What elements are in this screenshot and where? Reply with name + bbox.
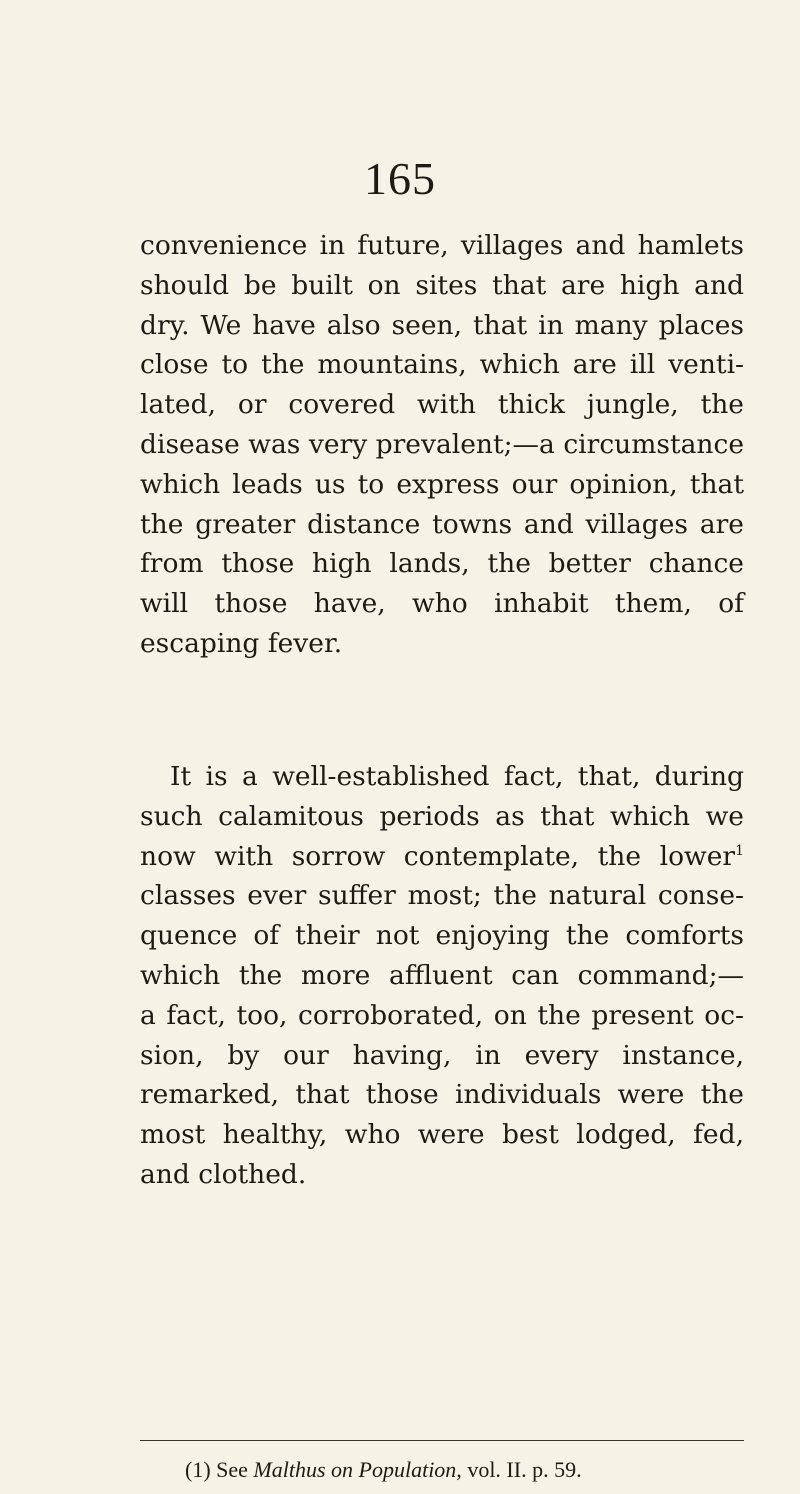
text-line: the greater distance towns and villages are xyxy=(140,508,744,540)
footnote-divider xyxy=(140,1440,744,1441)
paragraph-2 xyxy=(140,757,744,1195)
text-line: will those have, who inhabit them, of xyxy=(140,588,744,620)
text-line: and clothed. xyxy=(140,1158,307,1190)
footnote xyxy=(185,1457,582,1483)
text-line: quence of their not enjoying the comforts xyxy=(140,920,744,952)
text-line: which the more affluent can command;— xyxy=(140,959,744,991)
footnote-marker: 1 xyxy=(735,842,744,859)
footnote-reference: vol. II. p. 59. xyxy=(467,1457,582,1482)
text-line: most healthy, who were best lodged, fed, xyxy=(140,1119,744,1151)
text-line: dry. We have also seen, that in many places xyxy=(140,309,744,341)
page-number: 165 xyxy=(364,153,436,204)
text-line-with-footnote xyxy=(140,837,744,877)
footnote-title: Malthus on Population, xyxy=(253,1457,462,1482)
text-line: from those high lands, the better chance xyxy=(140,548,744,580)
text-line: disease was very prevalent;—a circumstance xyxy=(140,428,744,460)
text-line: should be built on sites that are high and xyxy=(140,269,744,301)
text-line: It is a well-established fact, that, during xyxy=(170,761,744,792)
text-line: sion, by our having, in every instance, xyxy=(140,1039,744,1071)
text-line: convenience in future, villages and hamlets xyxy=(140,230,744,261)
text-line: close to the mountains, which are ill venti- xyxy=(140,349,744,381)
text-line: classes ever suffer most; the natural conse- xyxy=(140,880,744,912)
paragraph-1 xyxy=(140,226,744,664)
text-line: now with sorrow contemplate, the lower xyxy=(140,840,736,872)
text-line: such calamitous periods as that which we xyxy=(140,800,744,832)
text-line: lated, or covered with thick jungle, the xyxy=(140,389,744,421)
text-line: which leads us to express our opinion, that xyxy=(140,468,744,500)
text-line: remarked, that those individuals were the xyxy=(140,1079,744,1111)
footnote-number: (1) xyxy=(185,1457,211,1482)
footnote-see: See xyxy=(216,1457,248,1482)
text-line: a fact, too, corroborated, on the present oc- xyxy=(140,999,744,1031)
text-line: escaping fever. xyxy=(140,627,343,659)
